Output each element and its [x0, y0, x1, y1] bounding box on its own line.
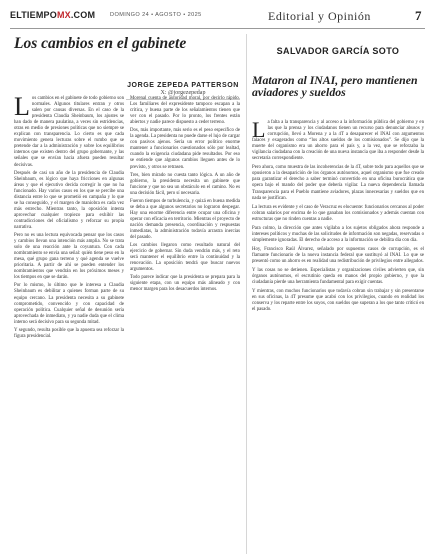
- logo-main: ELTIEMPO: [10, 10, 57, 20]
- drop-cap: L: [252, 117, 266, 142]
- logo-dot: .COM: [70, 10, 96, 20]
- left-article-header: [14, 35, 240, 96]
- paragraph: Pero ahora, como muestra de las incoherencias de la 4T, sobre todo para aquellos que se opusieron a la desaparición de los órganos autónomos, aquel organismo que fue creado para garantizar el derecho a saber terminó convertido en una oficina burocrática que opera bajo el mando del poder que debería vigilar. La nueva dependencia llamada Transparencia para el Pueblo mantiene aviadores, plazas innecesarias y sueldos que en nada se justifican.: [252, 165, 424, 201]
- left-article-column-2: [130, 96, 240, 295]
- right-article-title: Mataron al INAI, pero mantienen aviadores y sueldos: [252, 73, 418, 100]
- edition-date: DOMINGO 24 • AGOSTO • 2025: [110, 12, 202, 18]
- paragraph: Hoy, Francisco Raúl Álvarez, señalado por supuestos casos de corrupción, es el flamante funcionario de la nueva instancia federal que sustituyó al INAI. Lo que se presentó como un ahorro es en realidad una redistribución de privilegios entre allegados.: [252, 246, 424, 264]
- drop-cap: L: [14, 92, 30, 121]
- header-divider: [10, 28, 425, 29]
- paragraph-text: a falta a la transparencia y al acceso a la información pública del gobierno y en las que la prensa y los ciudadanos tienen un recurso para denunciar abusos y corrupción, llevó a Morena y a la 4T a desaparecer el INAI con argumentos falaces y exagerados como “los altos sueldos de los comisionados”. Se dijo que la muerte del organismo era un ahorro para el país y, a la vez, que se reforzaba la vigilancia ciudadana con la creación de una nueva instancia que iba a responder desde la secretaría correspondiente.: [252, 120, 424, 162]
- right-article-body: [252, 117, 424, 316]
- left-article-column-1: [14, 92, 124, 342]
- paragraph: [14, 92, 124, 169]
- column-divider: [246, 34, 247, 554]
- paragraph: Y mientras, con muchos funcionarios que todavía cobran sin trabajar y sin presentarse en sus oficinas, la 4T presume que acabó con los privilegios, cuando en realidad los conserva y los reparte entre los suyos, con sueldos que superan a los que tanto criticó en el pasado.: [252, 289, 424, 313]
- paragraph: Y las cosas no se detienen. Especialistas y organizaciones civiles advierten que, sin órganos autónomos, el escrutinio queda en manos del propio gobierno, y que la ciudadanía pierde una herramienta fundamental para exigir cuentas.: [252, 268, 424, 286]
- paragraph: Por lo mismo, lo último que le interesa a Claudia Sheinbaum es debilitar a quienes forman parte de su equipo cercano. La presidenta necesita a su gabinete comprometido, convencido y con capacidad de operación política. Cualquier señal de desunión sería aprovechada de inmediato, y ya nadie duda que el clima interno será decisivo para su segunda mitad.: [14, 283, 124, 325]
- paragraph: Fueron tiempos de turbulencia, y quizá en buena medida se deba a que algunos secretarios no lograron despegar. Hay una enorme diferencia entre ocupar una oficina y operar con eficacia en territorio. Mientras el proyecto de nación demanda presencia, coordinación y respuestas inmediatas, la administración todavía arrastra inercias del pasado.: [130, 198, 240, 241]
- right-article-author: SALVADOR GARCÍA SOTO: [276, 46, 400, 56]
- paragraph: Y segundo, resulta posible que la apuesta sea reforzar la figura presidencial.: [14, 327, 124, 339]
- paragraph: Todo parece indicar que la presidenta se prepara para la siguiente etapa, con un equipo más alineado y con menor margen para los desacuerdos internos.: [130, 275, 240, 293]
- left-article-author-handle: X: @jorgezepedap: [160, 90, 206, 96]
- paragraph: Para colmo, la dirección que antes vigilaba a los sujetos obligados ahora responde a intereses políticos y muchas de las solicitudes de información son negadas, reservadas o simplemente ignoradas. El derecho de acceso a la información se debilita día con día.: [252, 225, 424, 243]
- paragraph: La lectura es evidente y el caso de Veracruz es elocuente: funcionarios cercanos al poder cobran salarios por encima de lo que ganaban los comisionados y además cuentan con estructuras que no rinden cuentas a nadie.: [252, 204, 424, 222]
- site-logo[interactable]: [10, 10, 95, 20]
- paragraph: Después de casi un año de la presidencia de Claudia Sheinbaum, es lógico que haya fricciones en algunas áreas y que el ejecutivo decida corregir lo que no ha funcionado. Hay varios casos en los que se percibe una distancia entre lo que se prometió en campaña y lo que se ha conseguido, y el margen de maniobra es cada vez más estrecho. Mientras tanto, la oposición intenta aprovechar cualquier tropiezo para exhibir las contradicciones del oficialismo y reforzar su propia narrativa.: [14, 170, 124, 230]
- paragraph: Morenal cuenta de autoridad moral, por decirlo rápido. Los familiares del expresidente tampoco escapan a la crítica, y buena parte de los señalamientos tienen que ver con el pasado. Por lo pronto, los frentes están abiertos y nadie parece dispuesto a ceder terreno.: [130, 96, 240, 126]
- paragraph: Los cambios llegaron como resultado natural del ejercicio de gobernar. Sin duda vendrán más, y el reto será mantener el equilibrio entre la continuidad y la renovación. La oposición tendrá que buscar nuevos argumentos.: [130, 243, 240, 273]
- section-title: Editorial y Opinión: [268, 9, 371, 23]
- page-number: 7: [415, 8, 422, 23]
- left-article-title: Los cambios en el gabinete: [14, 35, 187, 52]
- paragraph: Tres, bien mirado no cuesta tanto lógica. A un año de gobierno, la presidenta necesita un gabinete que funcione y que no sea un obstáculo en el camino. No es una decisión fácil, pero sí necesaria.: [130, 172, 240, 196]
- paragraph: [252, 117, 424, 162]
- paragraph-text: os cambios en el gabinete de todo gobierno son normales. Algunos titulares entran y otros salen por causas diversas. En el caso de la presidenta Claudia Sheinbaum, los ajustes se han dado de manera paulatina, a veces sin estridencias, otras en medio de presiones políticas que no siempre se explican con transparencia. Lo cierto es que cada movimiento genera lecturas sobre el rumbo que se pretende dar a la administración y sobre los equilibrios internos que existen dentro del grupo gobernante, y las señales que se envían hacia afuera pueden resultar decisivas.: [14, 96, 124, 168]
- logo-suffix: MX: [56, 10, 71, 20]
- masthead: [10, 8, 425, 28]
- left-article-author: JORGE ZEPEDA PATTERSON: [127, 82, 239, 89]
- paragraph: Dos, más importante, más serio es el peso específico de la agenda. La presidenta no puede darse el lujo de cargar con pasivos ajenos. Sería un error político enorme mantener a funcionarios cuestionados sólo por lealtad, cuando la exigencia ciudadana pide resultados. Por eso se entiende que algunos cambios lleguen antes de lo previsto, y otros se retrasen.: [130, 128, 240, 170]
- paragraph: Pero no es una lectura equivocada pensar que los casos y cambios llevan una intención más amplia. No se trata solo de una reacción ante la coyuntura. Con cada nombramiento se envía una señal: quién tiene peso en la mesa, qué grupo gana terreno y qué agenda se vuelve prioritaria. A partir de ahí se pueden entender los nombramientos que vendrán en los próximos meses y los tiempos en que se darán.: [14, 233, 124, 281]
